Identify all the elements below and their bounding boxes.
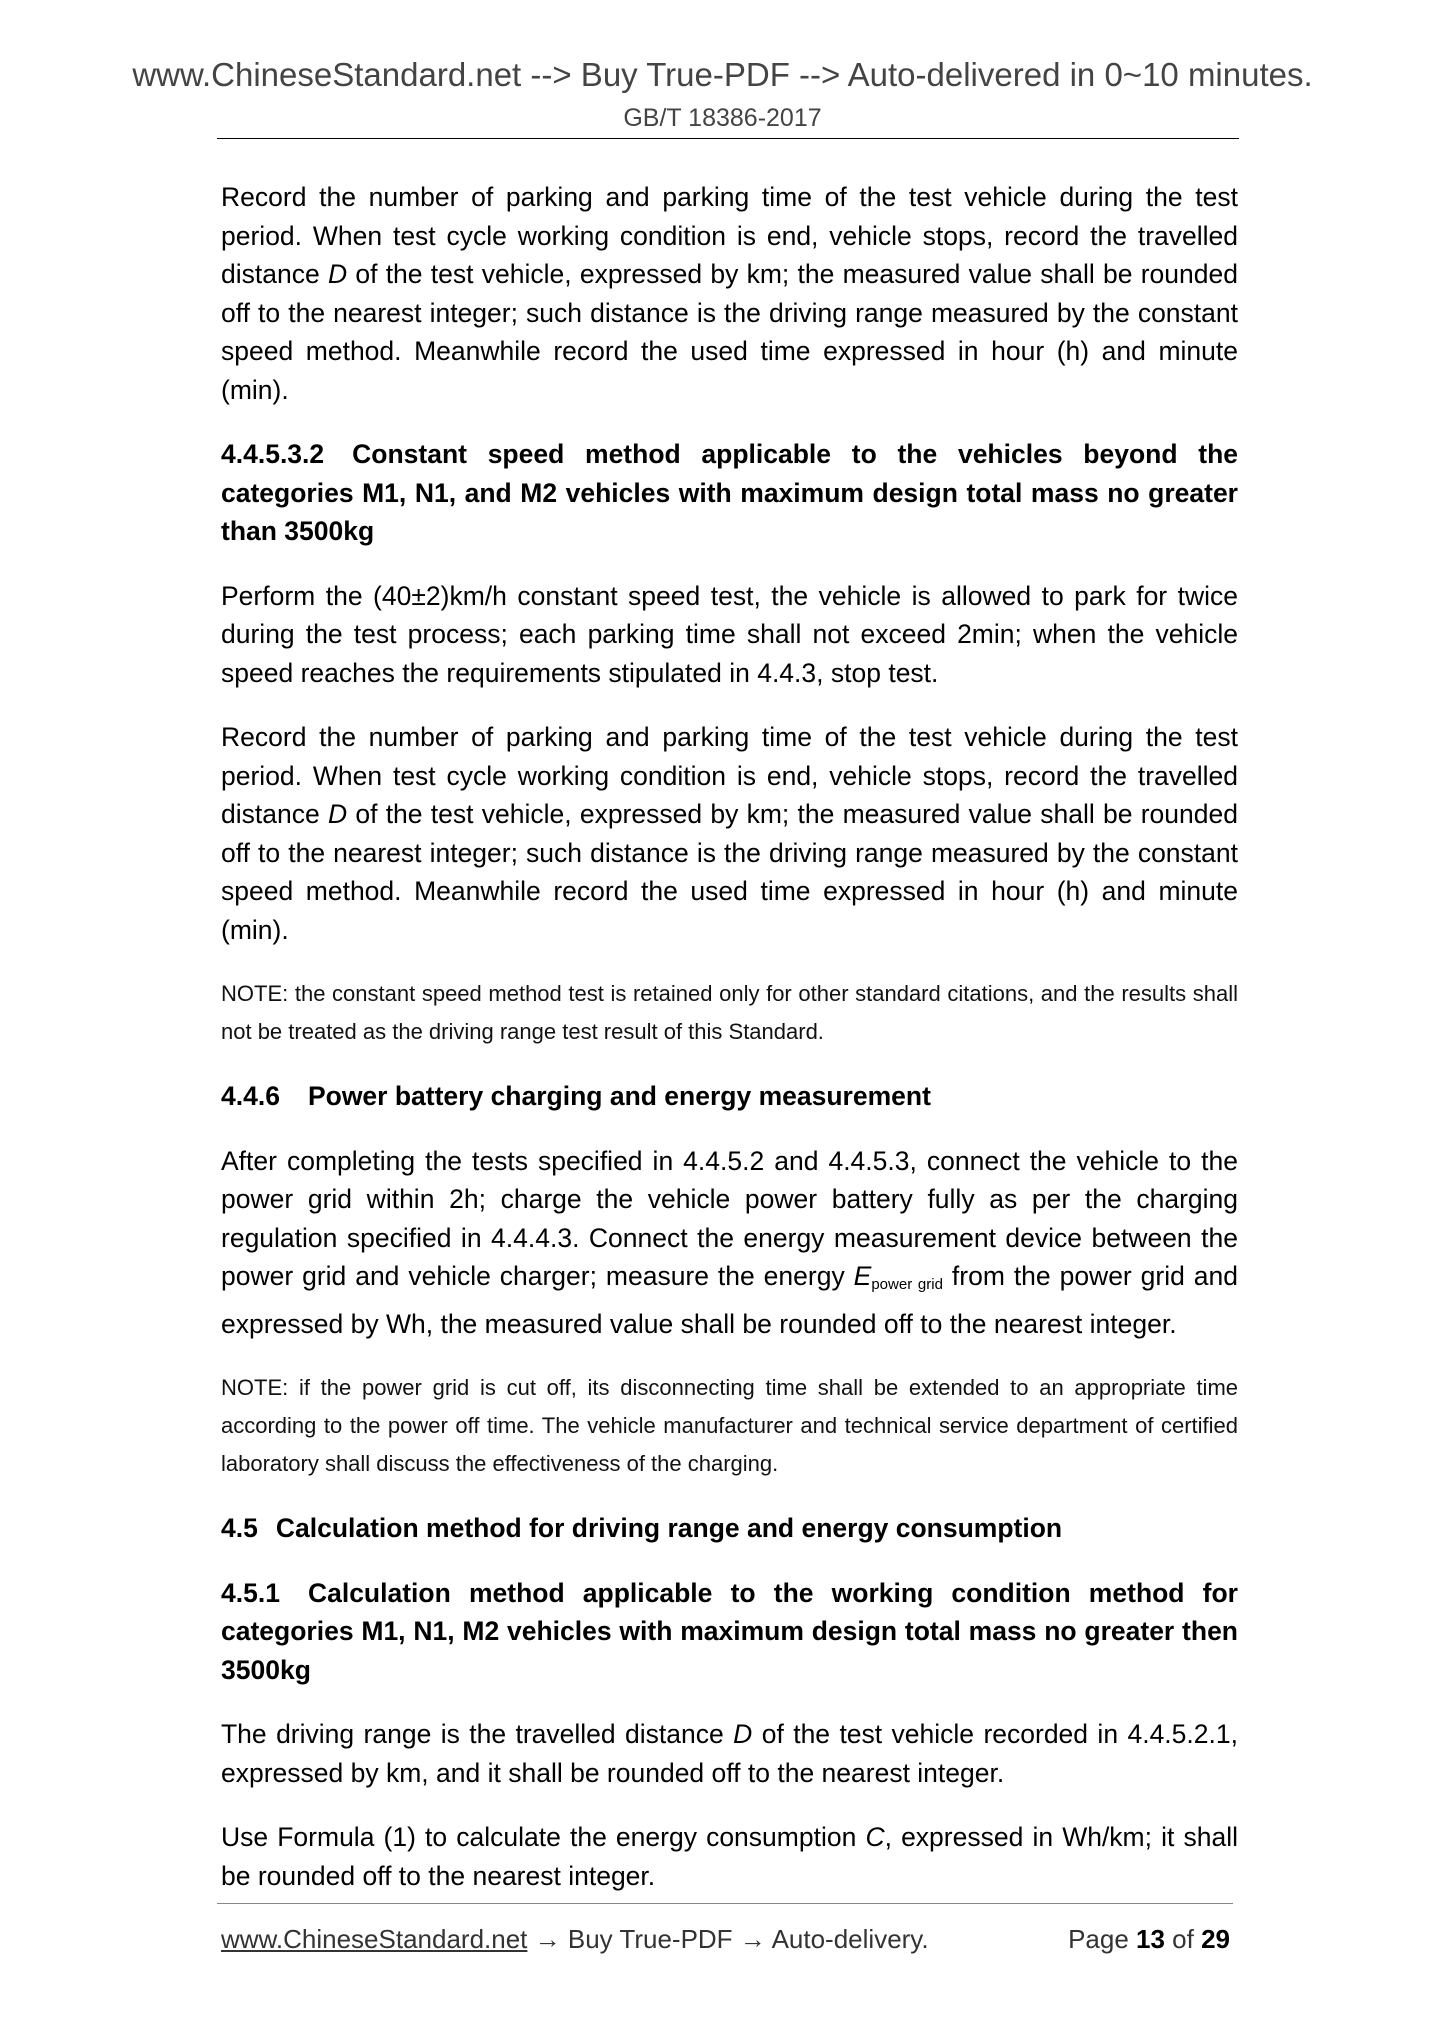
paragraph-record-parking-2: Record the number of parking and parking time of the test vehicle during the test period. When test cycle working condition is end, vehicle stops, record the travelled distance D of the test vehicle, expressed by km; the measured value shall be rounded off to the nearest integer; such distance is the driving range measured by the constant speed method. Meanwhile record the used time expressed in hour (h) and minute (min). bbox=[221, 722, 1238, 945]
paragraph-battery-charging: After completing the tests specified in 4.4.5.2 and 4.4.5.3, connect the vehicle to the power grid within 2h; charge the vehicle power battery fully as per the charging regulation specified in 4.4.4.3. Connect the energy measurement device between the power grid and vehicle charger; measure the energy $E_{power grid}$ from the power grid and expressed by Wh, the measured value shall be rounded off to the nearest integer. bbox=[221, 1145, 1238, 1339]
section-title: Constant speed method applicable to the vehicles beyond the categories M1, N1, and M2 vehicles with maximum design total mass no greater than 3500kg bbox=[221, 439, 1238, 546]
header-divider bbox=[217, 138, 1239, 139]
section-title: Calculation method applicable to the working condition method for categories M1, N1, M2 vehicles with maximum design total mass no greater then 3500kg bbox=[221, 1577, 1238, 1685]
note-power-grid: NOTE: if the power grid is cut off, its disconnecting time shall be extended to an appropriate time according to the power off time. The vehicle manufacturer and technical service department of certified laboratory shall discuss the effectiveness of the charging. bbox=[221, 1375, 1238, 1476]
note-constant-speed: NOTE: the constant speed method test is retained only for other standard citations, and the results shall not be treated as the driving range test result of this Standard. bbox=[221, 981, 1238, 1044]
section-heading-4-5-1 bbox=[221, 1574, 1238, 1690]
standard-number: GB/T 18386-2017 bbox=[623, 104, 822, 132]
header-title: www.ChineseStandard.net --> Buy True-PDF --> Auto-delivered in 0~10 minutes. bbox=[132, 56, 1313, 93]
page-number: 13 bbox=[1136, 1924, 1165, 1954]
section-number: 4.4.6 bbox=[221, 1081, 280, 1111]
page-total: 29 bbox=[1201, 1924, 1230, 1954]
section-number: 4.5 bbox=[221, 1513, 258, 1543]
section-number: 4.5.1 bbox=[221, 1577, 280, 1608]
footer-divider bbox=[217, 1903, 1233, 1904]
paragraph-record-parking: Record the number of parking and parking time of the test vehicle during the test period. When test cycle working condition is end, vehicle stops, record the travelled distance D of the test vehicle, expressed by km; the measured value shall be rounded off to the nearest integer; such distance is the driving range measured by the constant speed method. Meanwhile record the used time expressed in hour (h) and minute (min). bbox=[221, 182, 1238, 405]
section-heading-4-4-6 bbox=[221, 1077, 1238, 1116]
footer-tagline: → Buy True-PDF → Auto-delivery. bbox=[527, 1924, 929, 1954]
section-title: Power battery charging and energy measurement bbox=[307, 1081, 931, 1111]
page-indicator: Page 13 of 29 bbox=[1068, 1924, 1230, 1954]
section-title: Calculation method for driving range and energy consumption bbox=[275, 1513, 1063, 1543]
paragraph-constant-speed-test: Perform the (40±2)km/h constant speed test, the vehicle is allowed to park for twice during the test process; each parking time shall not exceed 2min; when the vehicle speed reaches the requirements stipulated in 4.4.3, stop test. bbox=[221, 580, 1238, 688]
paragraph-energy-consumption: Use Formula (1) to calculate the energy consumption C, expressed in Wh/km; it shall be rounded off to the nearest integer. bbox=[221, 1822, 1238, 1891]
section-number: 4.4.5.3.2 bbox=[221, 439, 325, 469]
footer-left bbox=[221, 1924, 929, 1955]
paragraph-driving-range: The driving range is the travelled distance D of the test vehicle recorded in 4.4.5.2.1, expressed by km, and it shall be rounded off to the nearest integer. bbox=[221, 1719, 1238, 1788]
page-content bbox=[221, 178, 1238, 1895]
footer-site-link[interactable]: www.ChineseStandard.net bbox=[221, 1924, 528, 1954]
section-heading-4-4-5-3-2 bbox=[221, 435, 1238, 551]
section-heading-4-5 bbox=[221, 1509, 1238, 1548]
